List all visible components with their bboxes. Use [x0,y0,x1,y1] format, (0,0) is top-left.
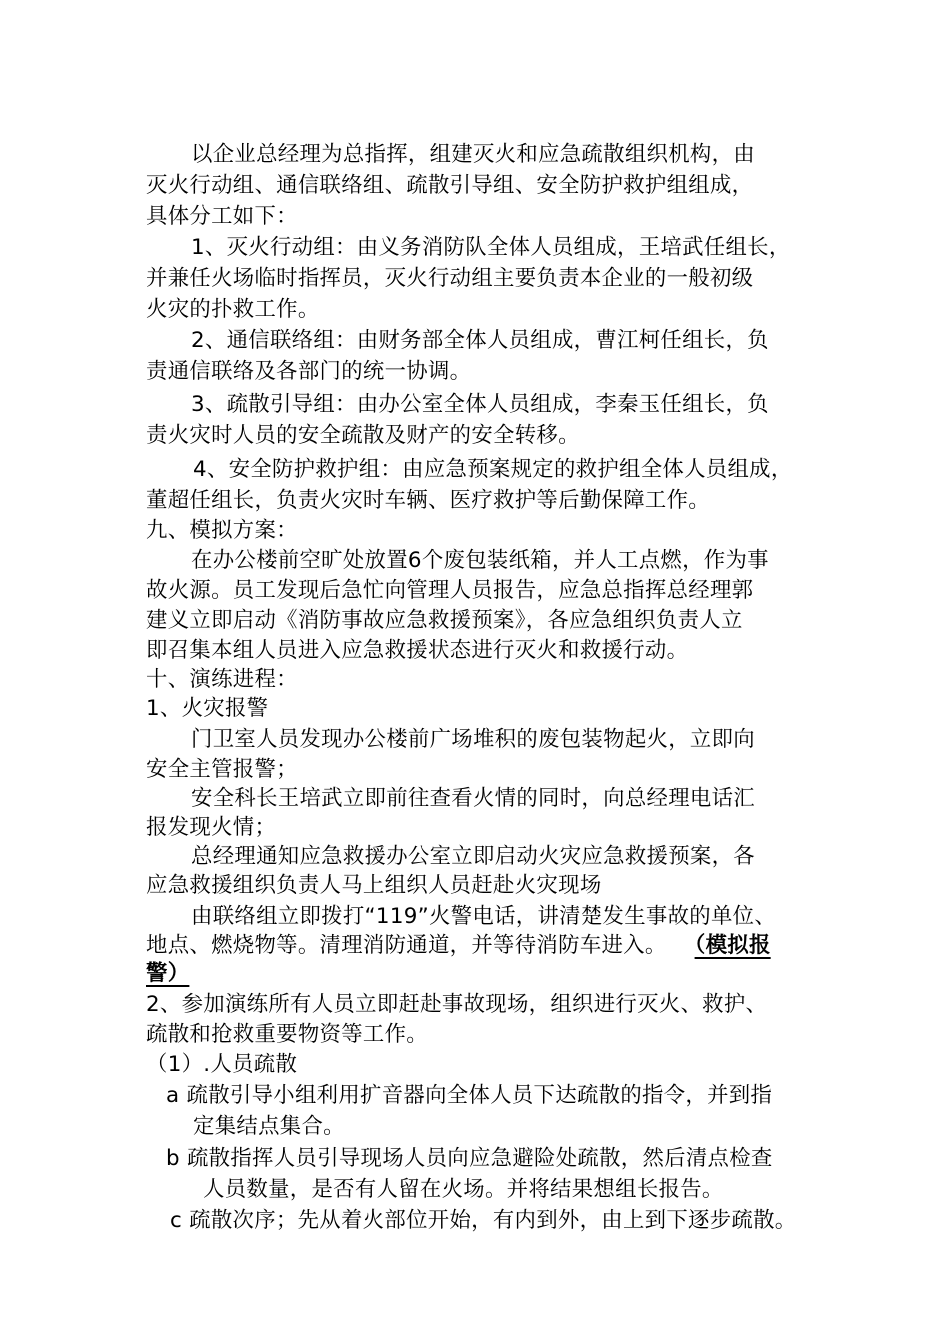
text-line: 灭火行动组、通信联络组、疏散引导组、安全防护救护组组成， [146,173,754,198]
text-line: 责火灾时人员的安全疏散及财产的安全转移。 [146,423,580,448]
text-line: 4、安全防护救护组：由应急预案规定的救护组全体人员组成， [193,457,793,482]
text-line: 1、灭火行动组：由义务消防队全体人员组成，王培武任组长， [191,235,791,260]
text-line: 门卫室人员发现办公楼前广场堆积的废包装物起火，立即向 [191,727,755,752]
text-line: 即召集本组人员进入应急救援状态进行灭火和救援行动。 [146,638,689,663]
text-line: a 疏散引导小组利用扩音器向全体人员下达疏散的指令，并到指 [166,1083,773,1108]
text-line: 安全科长王培武立即前往查看火情的同时，向总经理电话汇 [191,786,755,811]
text-line: 火灾的扑救工作。 [146,297,320,322]
text-line: 在办公楼前空旷处放置6个废包装纸箱，并人工点燃，作为事 [191,548,769,573]
text-line: 定集结点集合。 [193,1114,345,1139]
simulated-alarm-note-end: 警） [146,961,190,986]
text-line: 故火源。员工发现后急忙向管理人员报告，应急总指挥总经理郭 [146,578,754,603]
text-line: 3、疏散引导组：由办公室全体人员组成，李秦玉任组长，负 [191,392,769,417]
text-line: c 疏散次序；先从着火部位开始，有内到外，由上到下逐步疏散。 [170,1208,797,1233]
text-line: 疏散和抢救重要物资等工作。 [146,1022,428,1047]
text-line: 董超任组长，负责火灾时车辆、医疗救护等后勤保障工作。 [146,488,710,513]
text-line: 以企业总经理为总指挥，组建灭火和应急疏散组织机构，由 [191,142,755,167]
text-line: 报发现火情； [146,815,277,840]
text-line: 并兼任火场临时指挥员，灭火行动组主要负责本企业的一般初级 [146,266,754,291]
text-line: 人员数量，是否有人留在火场。并将结果想组长报告。 [203,1177,724,1202]
text-line: 由联络组立即拨打“119”火警电话，讲清楚发生事故的单位、 [191,904,777,929]
text-line: 建义立即启动《消防事故应急救援预案》，各应急组织负责人立 [146,608,743,633]
subsection-heading: 1、火灾报警 [146,696,269,721]
text-line [146,931,771,961]
text-line: 2、参加演练所有人员立即赶赴事故现场，组织进行灭火、救护、 [146,992,768,1017]
subsection-heading: （1）.人员疏散 [146,1052,298,1077]
text-line: 安全主管报警； [146,757,298,782]
text-line-content: 地点、燃烧物等。清理消防通道，并等待消防车进入。 [146,933,667,958]
simulated-alarm-note: （模拟报 [694,933,771,958]
section-heading: 十、演练进程： [146,667,298,692]
text-line: 总经理通知应急救援办公室立即启动火灾应急救援预案，各 [191,844,755,869]
text-line: 具体分工如下： [146,204,298,229]
section-heading: 九、模拟方案： [146,518,298,543]
text-line: 2、通信联络组：由财务部全体人员组成，曹江柯任组长，负 [191,328,769,353]
text-line: 应急救援组织负责人马上组织人员赶赴火灾现场 [146,873,602,898]
text-line: 责通信联络及各部门的统一协调。 [146,359,472,384]
text-line: b 疏散指挥人员引导现场人员向应急避险处疏散，然后清点检查 [166,1146,773,1171]
